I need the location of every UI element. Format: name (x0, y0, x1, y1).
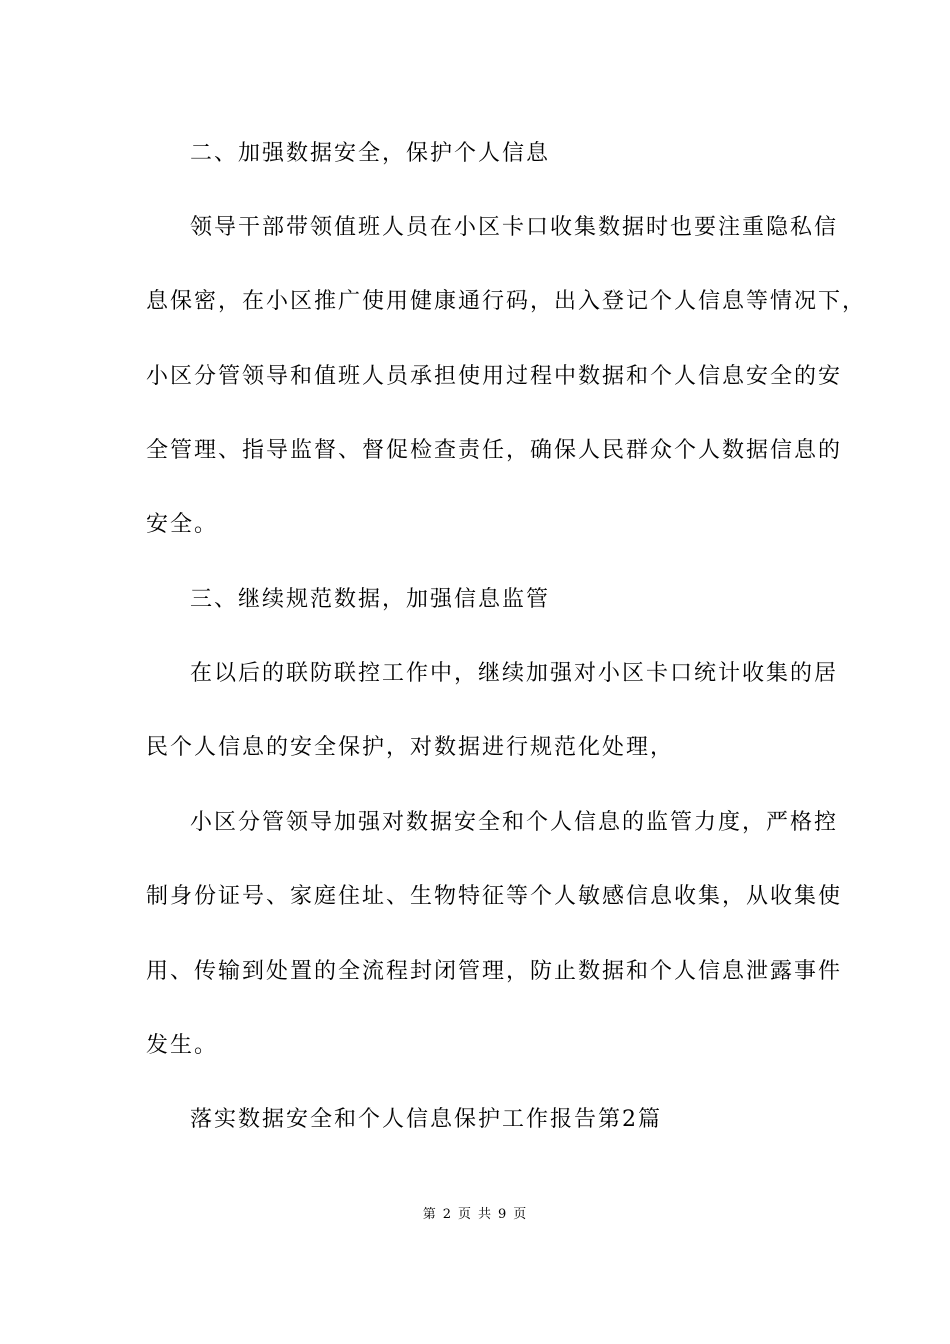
total-page-count: 9 (498, 1207, 508, 1222)
page-footer (0, 1206, 950, 1224)
section-2-paragraph-line: 领导干部带领值班人员在小区卡口收集数据时也要注重隐私信 (190, 215, 839, 240)
section-3-heading: 三、继续规范数据，加强信息监管 (190, 587, 551, 612)
section-3-paragraph-1-line: 民个人信息的安全保护，对数据进行规范化处理， (146, 735, 675, 760)
section-3-paragraph-2-line: 小区分管领导加强对数据安全和个人信息的监管力度，严格控 (190, 810, 839, 835)
section-2-paragraph-line: 息保密，在小区推广使用健康通行码，出入登记个人信息等情况下， (146, 289, 867, 314)
current-page-number: 2 (442, 1207, 452, 1222)
footer-total-label: 共 (478, 1207, 493, 1222)
section-2-paragraph-line: 小区分管领导和值班人员承担使用过程中数据和个人信息安全的安 (146, 364, 843, 389)
footer-page-unit-2: 页 (513, 1207, 528, 1222)
section-2-paragraph-line: 安全。 (146, 512, 219, 537)
section-2-heading: 二、加强数据安全，保护个人信息 (190, 141, 551, 166)
section-3-paragraph-2-line: 发生。 (146, 1033, 219, 1058)
section-3-paragraph-2-line: 用、传输到处置的全流程封闭管理，防止数据和个人信息泄露事件 (146, 959, 843, 984)
section-3-paragraph-1-line: 在以后的联防联控工作中，继续加强对小区卡口统计收集的居 (190, 661, 839, 686)
footer-page-label: 第 (422, 1207, 437, 1222)
next-article-title: 落实数据安全和个人信息保护工作报告第2篇 (190, 1107, 662, 1132)
footer-page-unit: 页 (457, 1207, 472, 1222)
section-3-paragraph-2-line: 制身份证号、家庭住址、生物特征等个人敏感信息收集，从收集使 (146, 884, 843, 909)
section-2-paragraph-line: 全管理、指导监督、督促检查责任，确保人民群众个人数据信息的 (146, 438, 843, 463)
